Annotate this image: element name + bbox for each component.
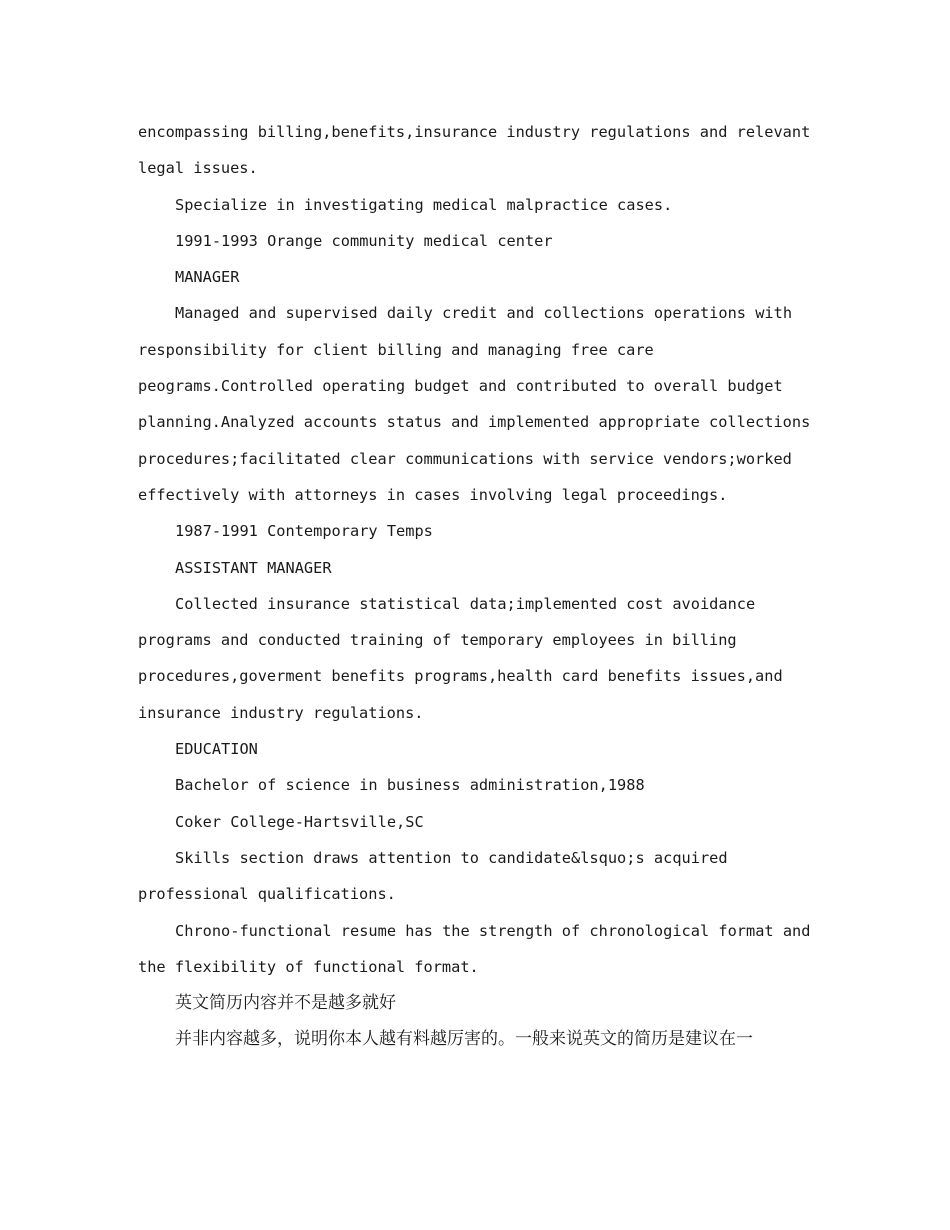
job-description-manager: Managed and supervised daily credit and collections operations with responsibility for client billing and managing free care peograms.Controlled operating budget and contributed to overall budget planning.Analyzed accounts status and implemented appropriate collections procedures;facilitated clear communications with service vendors;worked effectively with attorneys in cases involving legal proceedings.: [138, 304, 820, 504]
job-title-manager: MANAGER: [175, 268, 240, 287]
job-dates-orange-community: 1991-1993 Orange community medical center: [175, 231, 553, 250]
paragraph-specialization: Specialize in investigating medical malpractice cases.: [175, 195, 673, 214]
education-school: Coker College-Hartsville,SC: [175, 812, 424, 831]
paragraph-resume-length-tip: 并非内容越多，说明你本人越有料越厉害的。一般来说英文的简历是建议在一: [175, 1029, 753, 1050]
paragraph-intro-continuation: encompassing billing,benefits,insurance industry regulations and relevant legal issues.: [138, 123, 820, 178]
section-heading-education: EDUCATION: [175, 740, 258, 759]
job-title-assistant-manager: ASSISTANT MANAGER: [175, 558, 332, 577]
document-body: [138, 114, 818, 1058]
job-description-assistant-manager: Collected insurance statistical data;implemented cost avoidance programs and conducted training of temporary employees in billing procedures,goverment benefits programs,health card benefits issues,and insurance industry regulations.: [138, 594, 792, 722]
heading-resume-content-tip: 英文简历内容并不是越多就好: [175, 993, 396, 1014]
note-chrono-functional: Chrono-functional resume has the strength of chronological format and the flexibility of functional format.: [138, 921, 820, 976]
note-skills-section: Skills section draws attention to candidate&lsquo;s acquired professional qualifications.: [138, 848, 737, 904]
job-dates-contemporary-temps: 1987-1991 Contemporary Temps: [175, 522, 433, 541]
education-degree: Bachelor of science in business administration,1988: [175, 776, 645, 795]
